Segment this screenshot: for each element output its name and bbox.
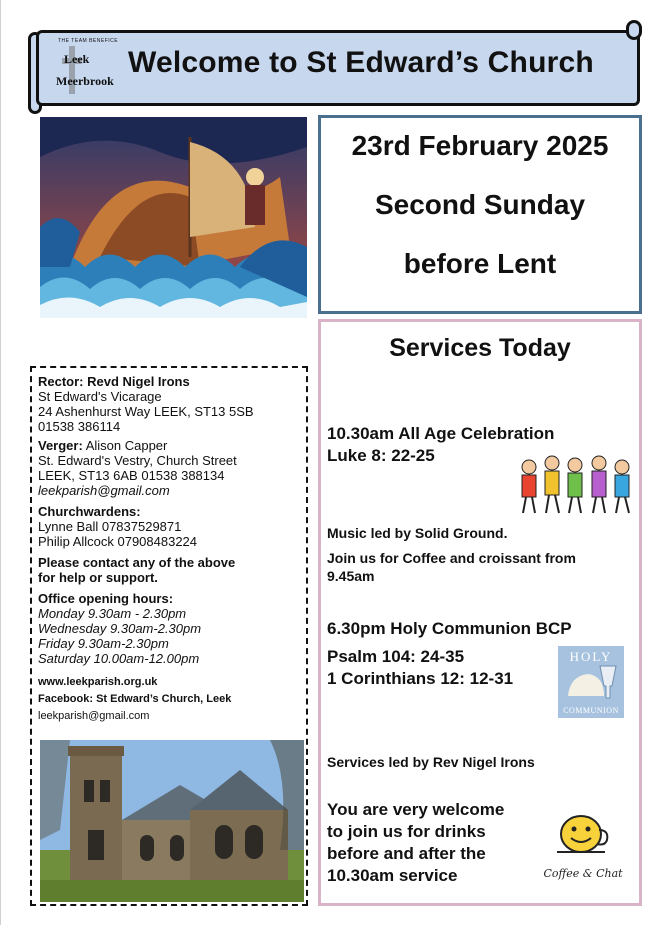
verger-name: Alison Capper: [82, 438, 168, 453]
logo-small-text: THE TEAM BENEFICE: [58, 38, 119, 44]
morning-service-title: 10.30am All Age Celebration: [327, 424, 555, 443]
evening-reading: Psalm 104: 24-35: [327, 647, 465, 666]
office-hours-label: Office opening hours:: [38, 591, 174, 606]
welcome-line: You are very welcome: [327, 800, 505, 819]
coffee-chat-label: Coffee & Chat: [543, 867, 623, 880]
evening-service-title: 6.30pm Holy Communion BCP: [327, 619, 572, 638]
logo-meerbrook-text: Meerbrook: [56, 74, 114, 88]
contact-note: Please contact any of the above: [38, 555, 236, 570]
churchwardens-label: Churchwardens:: [38, 504, 141, 519]
services-panel: [318, 319, 642, 906]
coffee-invite-time: 9.45am: [327, 568, 375, 584]
churchwarden-entry: Philip Allcock 07908483224: [38, 534, 198, 549]
church-photo-image: [40, 740, 304, 902]
rector-address-line: 24 Ashenhurst Way LEEK, ST13 5SB: [38, 404, 254, 419]
welcome-line: 10.30am service: [327, 866, 458, 885]
date-box: [318, 115, 642, 314]
office-hours-entry: Friday 9.30am-2.30pm: [38, 636, 169, 651]
page-title: Welcome to St Edward’s Church: [128, 46, 594, 79]
logo-leek-text: Leek: [64, 52, 90, 66]
services-led-by: Services led by Rev Nigel Irons: [327, 754, 535, 770]
welcome-line: to join us for drinks: [327, 822, 486, 841]
scroll-roll-right: [626, 20, 642, 40]
music-note: Music led by Solid Ground.: [327, 525, 508, 541]
verger-address-line: St. Edward's Vestry, Church Street: [38, 453, 237, 468]
storm-painting-image: [40, 117, 307, 318]
liturgical-day-line1: Second Sunday: [374, 189, 586, 220]
holy-label: HOLY: [569, 649, 613, 664]
verger-line: [38, 438, 167, 453]
welcome-line: before and after the: [327, 844, 486, 863]
rector-label: Rector: Revd Nigel Irons: [38, 374, 190, 389]
services-heading: Services Today: [389, 334, 571, 362]
service-date: 23rd February 2025: [351, 130, 609, 161]
liturgical-day-line2: before Lent: [403, 248, 557, 279]
evening-reading: 1 Corinthians 12: 12-31: [327, 669, 514, 688]
office-hours-entry: Wednesday 9.30am-2.30pm: [38, 621, 202, 636]
dancing-children-image: [517, 453, 635, 519]
rector-phone: 01538 386114: [38, 419, 121, 434]
communion-label: COMMUNION: [563, 706, 619, 715]
morning-reading: Luke 8: 22-25: [327, 446, 435, 465]
email-link[interactable]: leekparish@gmail.com: [38, 710, 150, 722]
office-hours-entry: Monday 9.30am - 2.30pm: [38, 606, 187, 621]
verger-email-link[interactable]: leekparish@gmail.com: [38, 483, 170, 498]
coffee-chat-image: [543, 806, 623, 882]
verger-address-line: LEEK, ST13 6AB 01538 388134: [38, 468, 225, 483]
contact-note: for help or support.: [38, 570, 158, 585]
holy-communion-image: [558, 646, 624, 718]
rector-address-line: St Edward's Vicarage: [38, 389, 162, 404]
coffee-invite-line: Join us for Coffee and croissant from: [327, 550, 576, 566]
page-edge: [0, 0, 1, 925]
website-link[interactable]: www.leekparish.org.uk: [38, 676, 158, 688]
parish-logo: [54, 36, 120, 100]
churchwarden-entry: Lynne Ball 07837529871: [38, 519, 182, 534]
verger-label: Verger:: [38, 438, 83, 453]
office-hours-entry: Saturday 10.00am-12.00pm: [38, 651, 200, 666]
facebook-link[interactable]: Facebook: St Edward’s Church, Leek: [38, 693, 232, 705]
contact-panel: [30, 366, 308, 906]
